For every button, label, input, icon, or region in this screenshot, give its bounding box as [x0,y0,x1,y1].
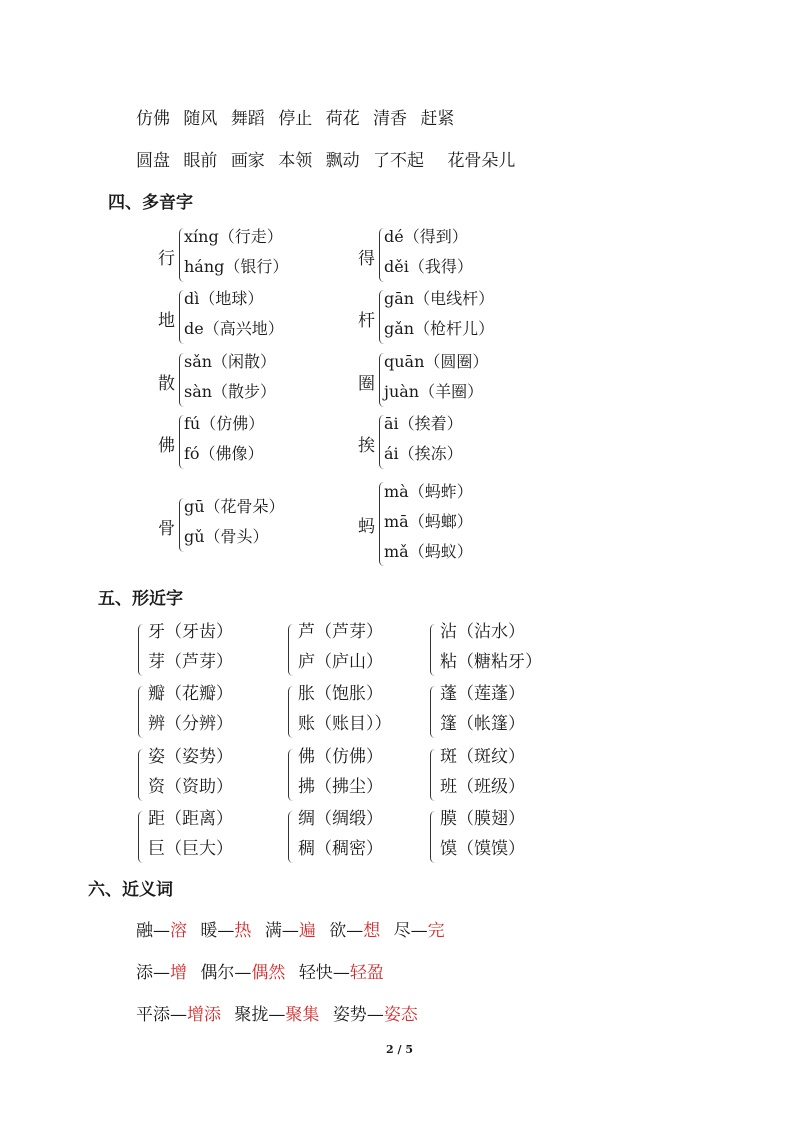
section-heading-synonyms: 六、近义词 [88,880,173,900]
reading: děi（我得） [384,257,473,276]
brace [288,686,293,738]
word: 画家 [230,151,265,171]
reading: gū（花骨朵） [184,497,285,516]
word: 停止 [278,109,313,129]
pair-item: 姿（姿势） [148,747,233,767]
synonym-pair: 融—溶 [136,921,187,941]
polyphonic-char: 蚂 [358,517,375,537]
pair-item: 膜（膜翅） [440,809,525,829]
reading: ái（挨冻） [384,444,463,463]
pair-item: 庐（庐山） [298,652,383,672]
section-heading-similar-chars: 五、形近字 [98,589,183,609]
word: 飘动 [325,151,360,171]
polyphonic-char: 行 [158,249,175,269]
brace [288,749,293,801]
brace [430,749,435,801]
polyphonic-char: 佛 [158,436,175,456]
page-number: 2 / 5 [386,1043,413,1056]
pair-item: 篷（帐篷） [440,714,525,734]
synonym-pair: 满—遍 [264,921,316,941]
pair-item: 辨（分辨） [148,714,233,734]
brace [430,686,435,738]
brace [138,624,143,676]
word: 圆盘 [136,151,170,171]
word: 了不起 [373,151,425,171]
synonym-pair: 偶尔—偶然 [200,963,286,983]
word: 花骨朵儿 [447,151,516,171]
pair-item: 巨（巨大） [148,839,233,859]
synonym-pair: 轻快—轻盈 [298,963,384,983]
word: 本领 [278,151,313,171]
reading: sǎn（闲散） [184,352,277,371]
word: 荷花 [325,109,360,129]
polyphonic-char: 挨 [358,436,375,456]
word: 随风 [183,109,218,129]
reading: de（高兴地） [184,319,284,338]
pair-item: 斑（斑纹） [440,747,525,767]
polyphonic-char: 杆 [358,311,375,331]
synonym-line [136,958,392,983]
pair-item: 蓬（莲蓬） [440,684,525,704]
reading: fó（佛像） [184,444,264,463]
polyphonic-char: 散 [158,374,175,394]
synonym-pair: 聚拢—聚集 [234,1005,320,1025]
word-line-1 [136,104,462,129]
reading: quān（圆圈） [384,352,489,371]
brace [138,749,143,801]
synonym-line [136,916,453,941]
pair-item: 拂（拂尘） [298,777,383,797]
word-line-2 [136,146,523,171]
pair-item: 沾（沾水） [440,622,525,642]
reading: mà（蚂蚱） [384,482,473,501]
pair-item: 账（账目）） [298,714,392,734]
pair-item: 资（资助） [148,777,233,797]
word: 赶紧 [420,109,455,129]
reading: fú（仿佛） [184,414,265,433]
pair-item: 佛（仿佛） [298,747,383,767]
reading: háng（银行） [184,257,289,276]
reading: gǔ（骨头） [184,527,269,546]
reading: āi（挨着） [384,414,463,433]
word: 清香 [373,109,408,129]
pair-item: 稠（稠密） [298,839,383,859]
pair-item: 牙（牙齿） [148,622,233,642]
polyphonic-char: 得 [358,249,375,269]
pair-item: 距（距离） [148,809,233,829]
synonym-pair: 添—增 [136,963,187,983]
synonym-pair: 尽—完 [393,921,445,941]
reading: dì（地球） [184,289,264,308]
reading: xíng（行走） [184,227,283,246]
brace [430,811,435,863]
word: 舞蹈 [230,109,265,129]
polyphonic-char: 骨 [158,519,175,539]
reading: juàn（羊圈） [384,382,484,401]
pair-item: 瓣（花瓣） [148,684,233,704]
pair-item: 胀（饱胀） [298,684,383,704]
pair-item: 班（班级） [440,777,525,797]
brace [288,624,293,676]
reading: sàn（散步） [184,382,277,401]
word: 仿佛 [136,109,170,129]
reading: dé（得到） [384,227,468,246]
word: 眼前 [183,151,218,171]
section-heading-polyphonic: 四、多音字 [108,193,193,213]
brace [138,811,143,863]
polyphonic-char: 地 [158,311,175,331]
synonym-pair: 平添—增添 [136,1005,221,1025]
brace [430,624,435,676]
reading: gān（电线杆） [384,289,495,308]
pair-item: 芦（芦芽） [298,622,383,642]
pair-item: 馍（馍馍） [440,839,525,859]
reading: gǎn（枪杆儿） [384,319,495,338]
pair-item: 芽（芦芽） [148,652,233,672]
synonym-pair: 暖—热 [200,921,252,941]
brace [288,811,293,863]
pair-item: 绸（绸缎） [298,809,383,829]
synonym-line [136,1000,426,1025]
reading: mā（蚂螂） [384,512,473,531]
synonym-pair: 欲—想 [329,921,381,941]
pair-item: 粘（糖粘牙） [440,652,542,672]
synonym-pair: 姿势—姿态 [332,1005,418,1025]
brace [138,686,143,738]
reading: mǎ（蚂蚁） [384,542,473,561]
polyphonic-char: 圈 [358,374,375,394]
